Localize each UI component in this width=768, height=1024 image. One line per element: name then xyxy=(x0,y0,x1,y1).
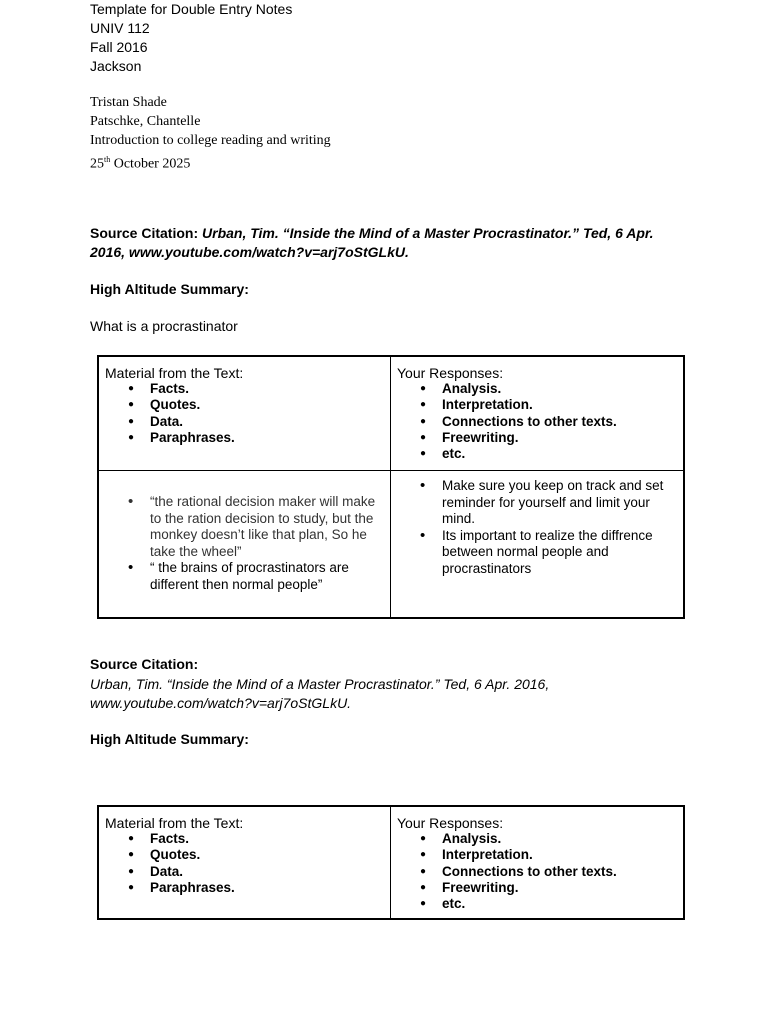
list-item: ● etc. xyxy=(442,896,677,912)
material-list xyxy=(105,831,384,896)
instructor-name: Jackson xyxy=(90,58,142,74)
list-item: ● Paraphrases. xyxy=(150,880,384,896)
summary-text-1: What is a procrastinator xyxy=(90,318,238,334)
citation-label: Source Citation: xyxy=(90,225,203,241)
double-entry-table-2 xyxy=(97,805,685,920)
list-item: ● Connections to other texts. xyxy=(442,864,677,880)
term: Fall 2016 xyxy=(90,39,148,55)
list-item: ● Quotes. xyxy=(150,397,384,413)
quote-item: • “the rational decision maker will make to the ration decision to study, but the monkey doesn’t like that plan, So he take the wheel” xyxy=(150,494,384,560)
table-body-row xyxy=(99,471,683,618)
summary-label-1: High Altitude Summary: xyxy=(90,281,249,297)
student-name: Tristan Shade xyxy=(90,95,167,110)
response-list xyxy=(397,478,677,577)
list-item: ● Freewriting. xyxy=(442,880,677,896)
date-day: 25 xyxy=(90,156,104,172)
course-code: UNIV 112 xyxy=(90,20,150,36)
material-list xyxy=(105,381,384,446)
response-cell xyxy=(391,471,683,618)
list-item: ● Interpretation. xyxy=(442,847,677,863)
material-title: Material from the Text: xyxy=(105,365,244,381)
list-item: ● Data. xyxy=(150,414,384,430)
list-item: ● Facts. xyxy=(150,381,384,397)
list-item: ● Paraphrases. xyxy=(150,430,384,446)
citation-label-2: Source Citation: xyxy=(90,656,199,672)
double-entry-table-1 xyxy=(97,355,685,619)
list-item: ● Freewriting. xyxy=(442,430,677,446)
table-header-row xyxy=(99,357,683,471)
material-header-cell xyxy=(99,357,391,470)
responses-title: Your Responses: xyxy=(397,365,504,381)
summary-label-2: High Altitude Summary: xyxy=(90,731,249,747)
class-name: Introduction to college reading and writing xyxy=(90,133,331,148)
responses-title: Your Responses: xyxy=(397,815,504,831)
list-item: ● Connections to other texts. xyxy=(442,414,677,430)
responses-header-cell xyxy=(391,807,683,918)
responses-list xyxy=(397,381,677,462)
quote-item: • “ the brains of procrastinators are different then normal people” xyxy=(150,560,384,593)
date-rest: October 2025 xyxy=(110,156,191,172)
list-item: ● Facts. xyxy=(150,831,384,847)
date xyxy=(90,150,190,174)
citation-text: Urban, Tim. “Inside the Mind of a Master Procrastinator.” Ted, 6 Apr. 2016, www.youtube.com/watch?v=arj7oStGLkU. xyxy=(90,225,654,260)
date-suffix: th xyxy=(104,155,111,164)
list-item: ● Analysis. xyxy=(442,831,677,847)
response-item: • Make sure you keep on track and set reminder for yourself and limit your mind. xyxy=(442,478,677,528)
responses-header-cell xyxy=(391,357,683,470)
teacher-name: Patschke, Chantelle xyxy=(90,114,201,129)
list-item: ● Analysis. xyxy=(442,381,677,397)
citation-text-2: Urban, Tim. “Inside the Mind of a Master Procrastinator.” Ted, 6 Apr. 2016, www.youtube.com/watch?v=arj7oStGLkU. xyxy=(90,676,550,711)
list-item: ● Interpretation. xyxy=(442,397,677,413)
quotes-list xyxy=(105,494,384,593)
list-item: ● etc. xyxy=(442,446,677,462)
quotes-cell xyxy=(99,471,391,618)
responses-list xyxy=(397,831,677,912)
material-title: Material from the Text: xyxy=(105,815,244,831)
response-item: • Its important to realize the diffrence between normal people and procrastinators xyxy=(442,528,677,578)
list-item: ● Data. xyxy=(150,864,384,880)
table-header-row xyxy=(99,807,683,918)
list-item: ● Quotes. xyxy=(150,847,384,863)
template-title: Template for Double Entry Notes xyxy=(90,1,293,17)
source-citation-1 xyxy=(90,224,690,262)
material-header-cell xyxy=(99,807,391,918)
